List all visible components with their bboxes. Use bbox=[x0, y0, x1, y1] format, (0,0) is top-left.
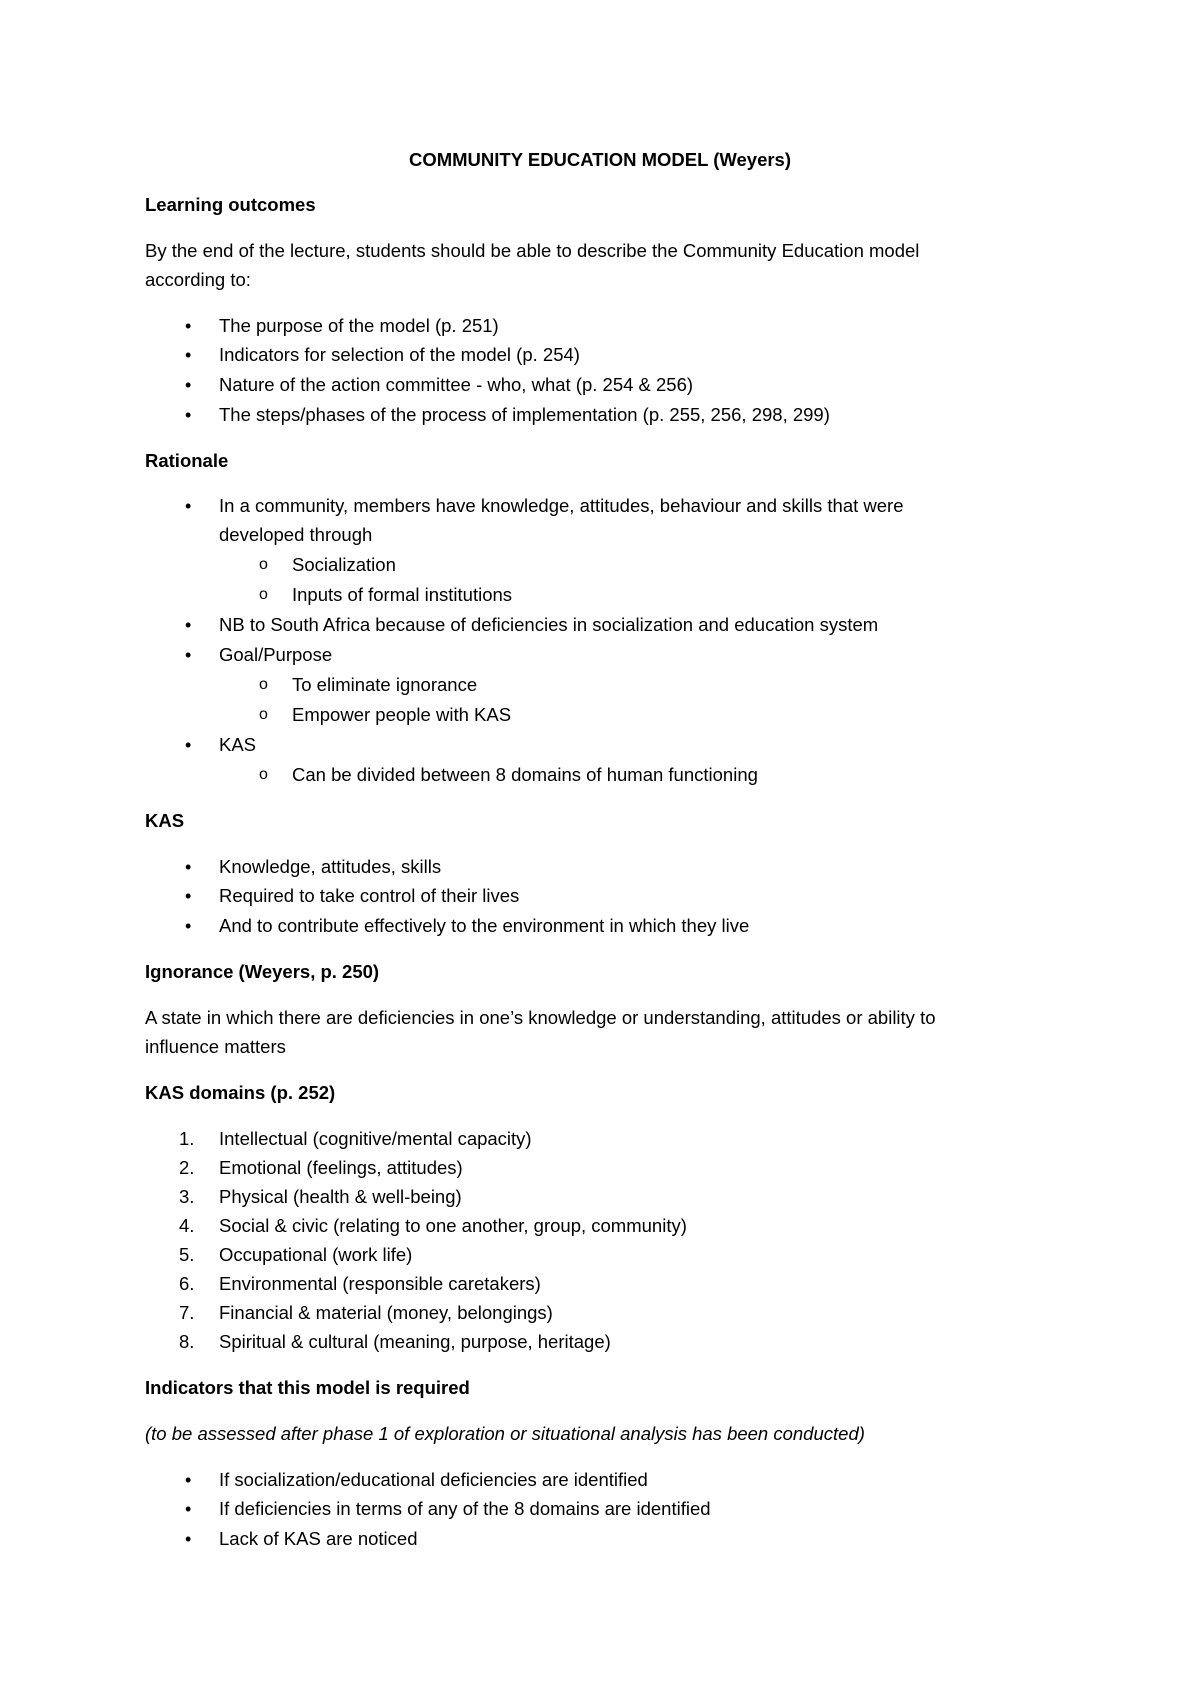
list-item: Environmental (responsible caretakers) bbox=[219, 1273, 541, 1294]
sub-list-item: Can be divided between 8 domains of human functioning bbox=[292, 764, 758, 785]
list-item: In a community, members have knowledge, attitudes, behaviour and skills that were bbox=[219, 495, 904, 516]
list-item: The purpose of the model (p. 251) bbox=[219, 315, 499, 336]
list-number: 4. bbox=[179, 1215, 195, 1236]
bullet-icon: • bbox=[185, 886, 192, 906]
bullet-icon: • bbox=[185, 916, 192, 936]
list-item: The steps/phases of the process of implementation (p. 255, 256, 298, 299) bbox=[219, 404, 830, 425]
sub-list-item: Empower people with KAS bbox=[292, 704, 512, 725]
sub-bullet-icon: o bbox=[259, 766, 268, 783]
list-item: Lack of KAS are noticed bbox=[219, 1528, 418, 1549]
list-number: 1. bbox=[179, 1128, 195, 1149]
learning-outcomes-heading: Learning outcomes bbox=[145, 194, 316, 215]
list-item: If socialization/educational deficiencies are identified bbox=[219, 1469, 648, 1490]
document-title: COMMUNITY EDUCATION MODEL (Weyers) bbox=[408, 149, 792, 170]
kas-heading: KAS bbox=[145, 810, 185, 831]
list-item: Financial & material (money, belongings) bbox=[219, 1302, 553, 1323]
intro-text-line-1: By the end of the lecture, students should be able to describe the Community Education model bbox=[145, 240, 920, 261]
sub-bullet-icon: o bbox=[259, 676, 268, 693]
bullet-icon: • bbox=[185, 857, 192, 877]
sub-list-item: Inputs of formal institutions bbox=[292, 584, 513, 605]
rationale-heading: Rationale bbox=[145, 450, 229, 471]
list-item: Nature of the action committee - who, what (p. 254 & 256) bbox=[219, 374, 694, 395]
list-item: Spiritual & cultural (meaning, purpose, heritage) bbox=[219, 1331, 611, 1352]
list-number: 5. bbox=[179, 1244, 195, 1265]
intro-text-line-2: according to: bbox=[145, 269, 251, 290]
bullet-icon: • bbox=[185, 1529, 192, 1549]
indicators-heading: Indicators that this model is required bbox=[145, 1377, 470, 1398]
list-item: Required to take control of their lives bbox=[219, 885, 520, 906]
ignorance-definition-line-1: A state in which there are deficiencies in one’s knowledge or understanding, attitudes or ability to bbox=[145, 1007, 936, 1028]
list-number: 6. bbox=[179, 1273, 195, 1294]
list-number: 8. bbox=[179, 1331, 195, 1352]
bullet-icon: • bbox=[185, 405, 192, 425]
bullet-icon: • bbox=[185, 316, 192, 336]
ignorance-heading: Ignorance (Weyers, p. 250) bbox=[145, 961, 380, 982]
list-number: 3. bbox=[179, 1186, 195, 1207]
list-item: NB to South Africa because of deficiencies in socialization and education system bbox=[219, 614, 879, 635]
list-item: Occupational (work life) bbox=[219, 1244, 413, 1265]
bullet-icon: • bbox=[185, 615, 192, 635]
kas-domains-heading: KAS domains (p. 252) bbox=[145, 1082, 336, 1103]
bullet-icon: • bbox=[185, 496, 192, 516]
list-item-continuation: developed through bbox=[219, 524, 373, 545]
list-item: KAS bbox=[219, 734, 257, 755]
sub-bullet-icon: o bbox=[259, 706, 268, 723]
bullet-icon: • bbox=[185, 645, 192, 665]
sub-list-item: Socialization bbox=[292, 554, 396, 575]
bullet-icon: • bbox=[185, 375, 192, 395]
bullet-icon: • bbox=[185, 735, 192, 755]
indicators-note: (to be assessed after phase 1 of exploration or situational analysis has been conducted) bbox=[145, 1423, 865, 1444]
list-item: If deficiencies in terms of any of the 8 domains are identified bbox=[219, 1498, 711, 1519]
list-item: Emotional (feelings, attitudes) bbox=[219, 1157, 463, 1178]
sub-bullet-icon: o bbox=[259, 556, 268, 573]
list-item: Physical (health & well-being) bbox=[219, 1186, 462, 1207]
bullet-icon: • bbox=[185, 345, 192, 365]
list-number: 7. bbox=[179, 1302, 195, 1323]
bullet-icon: • bbox=[185, 1499, 192, 1519]
list-item: Intellectual (cognitive/mental capacity) bbox=[219, 1128, 532, 1149]
sub-bullet-icon: o bbox=[259, 586, 268, 603]
list-item: And to contribute effectively to the environment in which they live bbox=[219, 915, 750, 936]
bullet-icon: • bbox=[185, 1470, 192, 1490]
ignorance-definition-line-2: influence matters bbox=[145, 1036, 286, 1057]
list-item: Knowledge, attitudes, skills bbox=[219, 856, 442, 877]
list-item: Social & civic (relating to one another, group, community) bbox=[219, 1215, 687, 1236]
list-item: Goal/Purpose bbox=[219, 644, 333, 665]
list-item: Indicators for selection of the model (p. 254) bbox=[219, 344, 580, 365]
list-number: 2. bbox=[179, 1157, 195, 1178]
sub-list-item: To eliminate ignorance bbox=[292, 674, 478, 695]
